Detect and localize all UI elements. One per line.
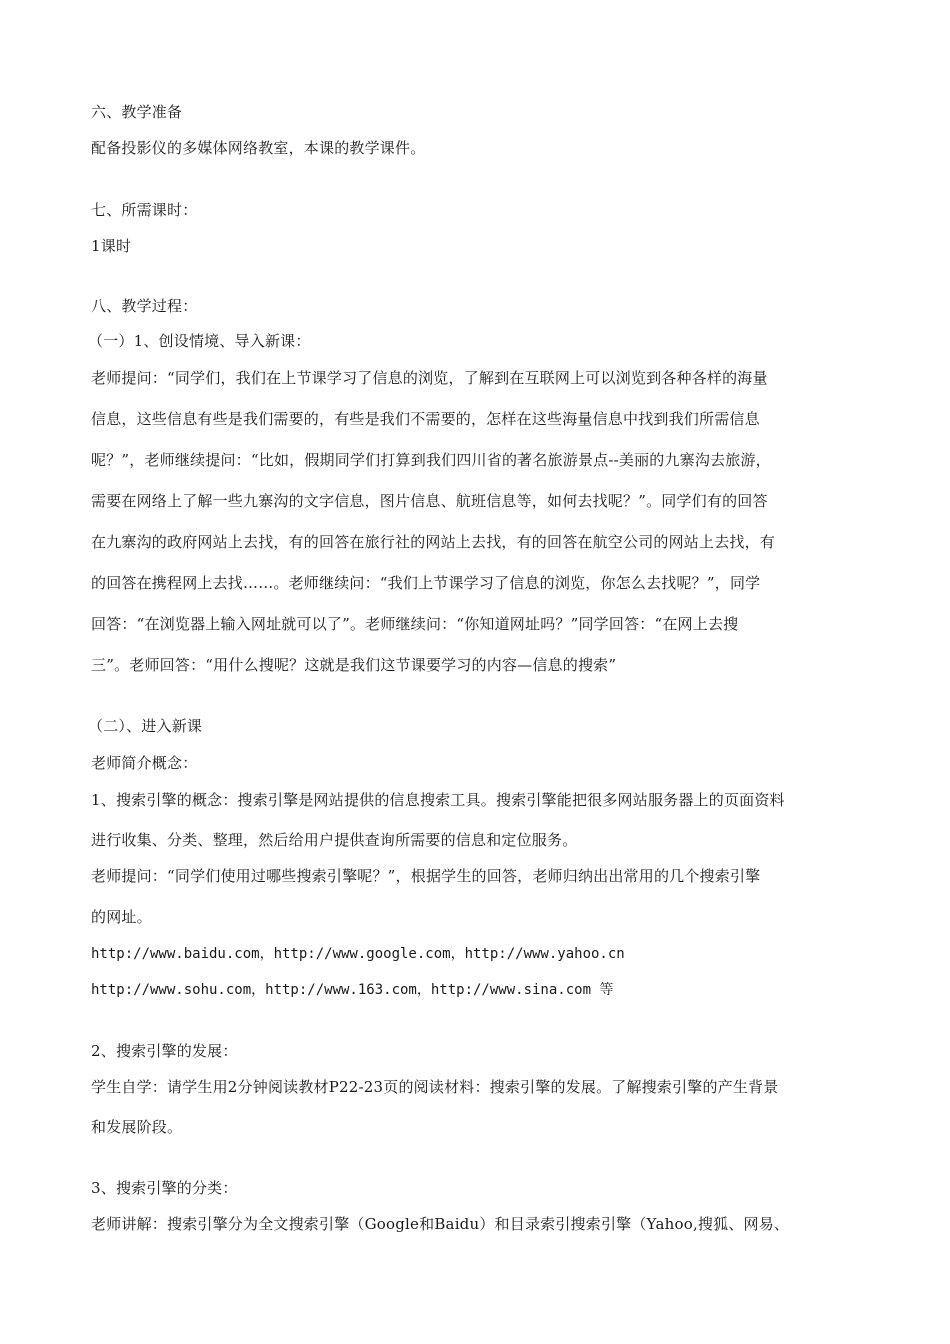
paragraph-line: 1、搜索引擎的概念：搜索引擎是网站提供的信息搜索工具。搜索引擎能把很多网站服务器上的页面资料 — [91, 791, 785, 809]
search-engine-urls-line-1: http://www.baidu.com，http://www.google.com，http://www.yahoo.cn — [91, 946, 625, 962]
part2-heading: （二）、进入新课 — [88, 717, 203, 735]
class-hours-text: 1课时 — [91, 237, 132, 255]
paragraph-line: 回答：“在浏览器上输入网址就可以了”。老师继续问：“你知道网址吗？”同学回答：“在网上去搜 — [91, 615, 739, 633]
paragraph-line: 进行收集、分类、整理，然后给用户提供查询所需要的信息和定位服务。 — [91, 831, 578, 849]
paragraph-line: 信息，这些信息有些是我们需要的，有些是我们不需要的，怎样在这些海量信息中找到我们所需信息 — [91, 410, 760, 428]
part1-heading: （一）1、创设情境、导入新课： — [88, 332, 311, 350]
section-heading-teaching-process: 八、教学过程： — [91, 297, 198, 315]
paragraph-line: 三”。老师回答：“用什么搜呢？这就是我们这节课要学习的内容—信息的搜索” — [91, 656, 617, 674]
paragraph-line: 和发展阶段。 — [91, 1118, 183, 1136]
paragraph-line: 学生自学：请学生用2分钟阅读教材P22-23页的阅读材料：搜索引擎的发展。了解搜索引擎的产生背景 — [91, 1078, 779, 1096]
search-engine-urls-line-2: http://www.sohu.com，http://www.163.com，http://www.sina.com 等 — [91, 982, 614, 998]
paragraph-line: 在九寨沟的政府网站上去找，有的回答在旅行社的网站上去找，有的回答在航空公司的网站上去找，有 — [91, 533, 776, 551]
paragraph-line: 需要在网络上了解一些九寨沟的文字信息，图片信息、航班信息等，如何去找呢？”。同学们有的回答 — [91, 492, 768, 510]
paragraph-line: 呢？”，老师继续提问：“比如，假期同学们打算到我们四川省的著名旅游景点--美丽的九寨沟去旅游， — [91, 451, 771, 469]
paragraph-line: 的网址。 — [91, 908, 152, 926]
part2-intro: 老师简介概念： — [91, 754, 198, 772]
item3-heading: 3、搜索引擎的分类： — [91, 1179, 238, 1197]
teaching-preparation-text: 配备投影仪的多媒体网络教室，本课的教学课件。 — [91, 139, 426, 157]
section-heading-teaching-preparation: 六、教学准备 — [91, 103, 183, 121]
paragraph-line: 老师提问：“同学们使用过哪些搜索引擎呢？”，根据学生的回答，老师归纳出出常用的几个搜索引擎 — [91, 867, 761, 885]
paragraph-line: 老师提问：“同学们，我们在上节课学习了信息的浏览，了解到在互联网上可以浏览到各种各样的海量 — [91, 369, 768, 387]
paragraph-line: 老师讲解：搜索引擎分为全文搜索引擎（Google和Baidu）和目录索引搜索引擎（Yahoo,搜狐、网易、 — [91, 1215, 790, 1233]
paragraph-line: 的回答在携程网上去找……。老师继续问：“我们上节课学习了信息的浏览，你怎么去找呢？”，同学 — [91, 574, 761, 592]
item2-heading: 2、搜索引擎的发展： — [91, 1042, 238, 1060]
section-heading-class-hours: 七、所需课时： — [91, 201, 198, 219]
